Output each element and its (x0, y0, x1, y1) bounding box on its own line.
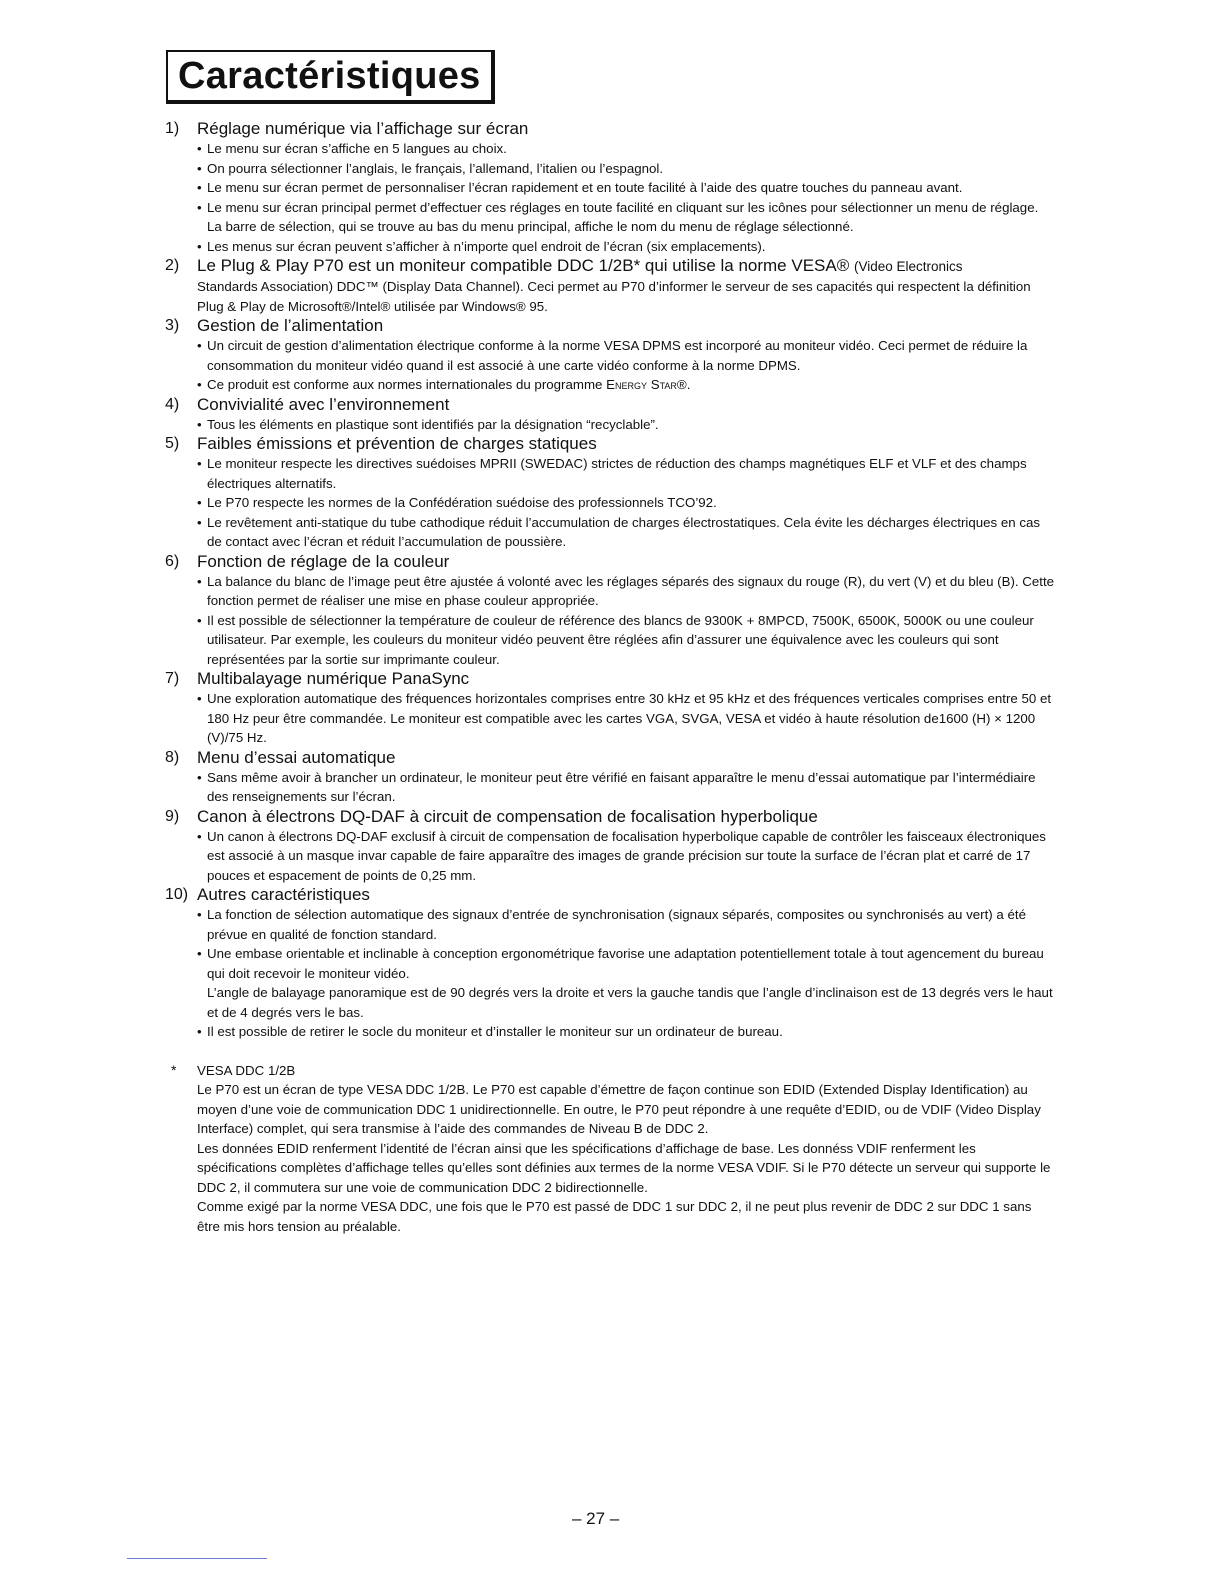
section-heading: Gestion de l’alimentation (197, 316, 384, 335)
section-2 (165, 256, 1055, 316)
bullet-item: • Les menus sur écran peuvent s’afficher à n’importe quel endroit de l’écran (six emplacements). (197, 237, 1055, 257)
document-body (165, 119, 1055, 1236)
energy-star-mark: Energy Star (606, 377, 677, 392)
bullet-item: • Le menu sur écran permet de personnaliser l’écran rapidement et en toute facilité à l’aide des quatre touches du panneau avant. (197, 178, 1055, 198)
section-7 (165, 669, 1055, 748)
section-6 (165, 552, 1055, 670)
bullet-item: • Il est possible de sélectionner la température de couleur de référence des blancs de 9300K + 8MPCD, 7500K, 6500K, 5000K ou une couleur utilisateur. Par exemple, les couleurs du moniteur vidéo peuvent être réglées afin d’assurer une équivalence avec les couleurs qui sont représentées par la sortie sur imprimante couleur. (197, 611, 1055, 670)
section-number: 3) (165, 317, 180, 334)
section-number: 1) (165, 120, 180, 137)
footnote-paragraph: Le P70 est un écran de type VESA DDC 1/2B. Le P70 est capable d’émettre de façon continue son EDID (Extended Display Identification) au moyen d’une voie de communication DDC 1 unidirectionnelle. En outre, le P70 peut répondre à une requête d’EDID, ou de VDIF (Video Display Interface) complet, qui sera transmise à l’aide des commandes de Niveau B de DDC 2. (197, 1082, 1041, 1136)
bullet-item: • Le revêtement anti-statique du tube cathodique réduit l’accumulation de charges électrostatiques. Cela évite les décharges électriques en cas de contact avec l’écran et réduit l’accumulation de poussière. (197, 513, 1055, 552)
bullet-item (197, 944, 1055, 1022)
footnote-paragraph: Comme exigé par la norme VESA DDC, une fois que le P70 est passé de DDC 1 sur DDC 2, il ne peut plus revenir de DDC 2 sur DDC 1 sans être mis hors tension au préalable. (197, 1199, 1032, 1234)
section-heading: Autres caractéristiques (197, 885, 370, 904)
section-3 (165, 316, 1055, 395)
bullet-item (197, 375, 1055, 395)
bullet-item: • Une exploration automatique des fréquences horizontales comprises entre 30 kHz et 95 kHz et des fréquences verticales comprises entre 50 et 180 Hz peur être commandée. Le moniteur est compatible avec les cartes VGA, SVGA, VESA et vidéo à haute résolution de1600 (H) × 1200 (V)/75 Hz. (197, 689, 1055, 748)
footnote-title: VESA DDC 1/2B (197, 1062, 296, 1078)
bullet-text-suffix: ®. (676, 377, 691, 392)
bullet-item: • La fonction de sélection automatique des signaux d’entrée de synchronisation (signaux séparés, composites ou synchronisés au vert) a été prévue en qualité de fonction standard. (197, 905, 1055, 944)
page-title: Caractéristiques (166, 50, 495, 104)
section-8 (165, 748, 1055, 807)
bullet-text: Ce produit est conforme aux normes internationales du programme (207, 377, 603, 392)
section-number: 4) (165, 395, 180, 413)
bullet-text: • Une embase orientable et inclinable à conception ergonométrique favorise une adaptation potentiellement totale à tout agencement du bureau qui doit recevoir le moniteur vidéo. (207, 946, 1044, 981)
section-1 (165, 119, 1055, 256)
section-heading: Convivialité avec l’environnement (197, 394, 450, 414)
bullet-item: • Le menu sur écran principal permet d’effectuer ces réglages en toute facilité en cliquant sur les icônes pour sélectionner un menu de réglage. La barre de sélection, qui se trouve au bas du menu principal, affiche le nom du menu de réglage sélectionné. (197, 198, 1055, 237)
bullet-item: • Il est possible de retirer le socle du moniteur et d’installer le moniteur sur un ordinateur de bureau. (197, 1022, 1055, 1042)
section-heading: Fonction de réglage de la couleur (197, 551, 450, 571)
section-number: 9) (165, 807, 180, 825)
bullet-item: • Un circuit de gestion d’alimentation électrique conforme à la norme VESA DPMS est incorporé au moniteur vidéo. Ceci permet de réduire la consommation du moniteur vidéo quand il est associé à une carte vidéo conforme à la norme DPMS. (197, 336, 1055, 375)
bullet-item: • Le moniteur respecte les directives suédoises MPRII (SWEDAC) strictes de réduction des champs magnétiques ELF et VLF et des champs électriques alternatifs. (197, 454, 1055, 493)
bullet-text-continued: L’angle de balayage panoramique est de 90 degrés vers la droite et vers la gauche tandis que l’angle d’inclinaison est de 13 degrés vers le haut et de 4 degrés vers le bas. (207, 985, 1053, 1020)
section-heading: Faibles émissions et prévention de charges statiques (197, 434, 597, 453)
section-4 (165, 395, 1055, 435)
section-paragraph: Standards Association) DDC™ (Display Data Channel). Ceci permet au P70 d’informer le serveur de ses capacités qui respectent la définition Plug & Play de Microsoft®/Intel® utilisée par Windows® 95. (197, 279, 1031, 314)
bullet-item: • Un canon à électrons DQ-DAF exclusif à circuit de compensation de focalisation hyperbolique capable de contrôler les faisceaux électroniques est associé à un masque invar capable de faire apparaître des images de grande précision sur toute la surface de l’écran plat et carré de 17 pouces et espacement de points de 0,25 mm. (197, 827, 1055, 886)
section-heading-main: Le Plug & Play P70 est un moniteur compatible DDC 1/2B* qui utilise la norme VESA® (197, 256, 850, 275)
bullet-item: • Sans même avoir à brancher un ordinateur, le moniteur peut être vérifié en faisant apparaître le menu d’essai automatique par l’intermédiaire des renseignements sur l’écran. (197, 768, 1055, 807)
section-9 (165, 807, 1055, 886)
bullet-item: • Tous les éléments en plastique sont identifiés par la désignation “recyclable”. (197, 415, 1055, 435)
footer-rule (127, 1558, 267, 1559)
section-heading: Menu d’essai automatique (197, 747, 396, 767)
section-number: 5) (165, 435, 180, 452)
bullet-item: • Le menu sur écran s’affiche en 5 langues au choix. (197, 139, 1055, 159)
section-heading-tail: (Video Electronics (853, 259, 963, 274)
section-5 (165, 434, 1055, 552)
section-heading (197, 256, 1055, 277)
footnote-vesa-ddc (165, 1061, 1055, 1237)
section-heading: Canon à électrons DQ-DAF à circuit de compensation de focalisation hyperbolique (197, 806, 818, 826)
footnote-paragraph: Les données EDID renferment l’identité de l’écran ainsi que les spécifications d’affichage de base. Les donnéss VDIF renferment les spécifications complètes d’affichage telles qu’elles sont définies aux termes de la norme VESA VDIF. Si le P70 détecte un serveur qui supporte le DDC 2, il commutera sur une voie de communication DDC 2 bidirectionnelle. (197, 1140, 1051, 1195)
section-number: 6) (165, 552, 180, 570)
bullet-item: • Le P70 respecte les normes de la Confédération suédoise des professionnels TCO’92. (197, 493, 1055, 513)
section-heading: Multibalayage numérique PanaSync (197, 669, 470, 688)
section-10 (165, 885, 1055, 1042)
bullet-item: • On pourra sélectionner l’anglais, le français, l’allemand, l’italien ou l’espagnol. (197, 159, 1055, 179)
section-heading: Réglage numérique via l’affichage sur écran (197, 119, 529, 138)
bullet-item: • La balance du blanc de l’image peut être ajustée á volonté avec les réglages séparés des signaux du rouge (R), du vert (V) et du bleu (B). Cette fonction permet de réaliser une mise en phase couleur appropriée. (197, 572, 1055, 611)
section-number: 7) (165, 670, 180, 687)
section-number: 8) (165, 748, 180, 766)
footnote-marker: * (171, 1061, 177, 1078)
page-number: – 27 – (572, 1509, 620, 1528)
section-number: 10) (165, 886, 189, 903)
section-number: 2) (165, 257, 180, 274)
